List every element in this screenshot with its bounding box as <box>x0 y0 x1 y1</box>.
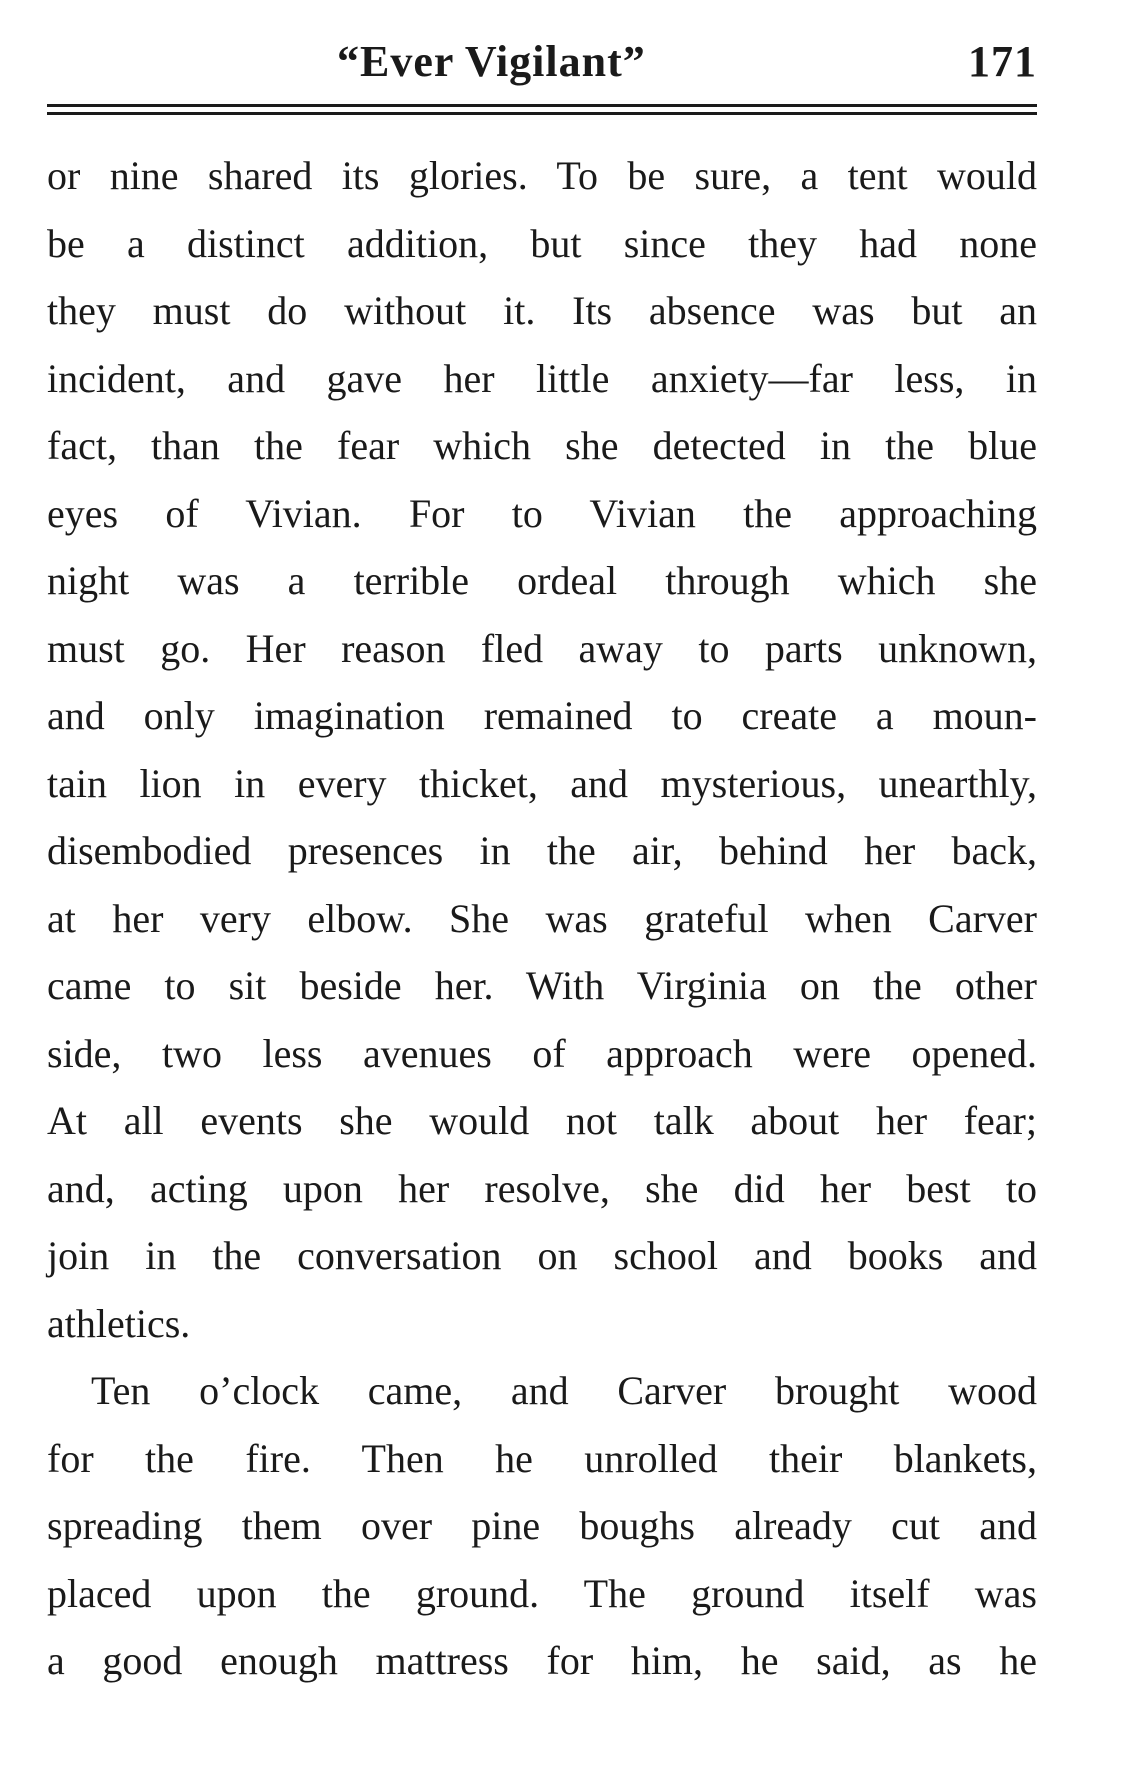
body-text <box>47 142 1037 1695</box>
text-line: and only imagination remained to create a moun- <box>47 693 1037 738</box>
text-line: incident, and gave her little anxiety—far less, in <box>47 355 1037 401</box>
running-title: “Ever Vigilant” <box>337 37 646 86</box>
text-line: a good enough mattress for him, he said, as he <box>47 1638 1037 1683</box>
paragraph-2 <box>47 1357 1037 1695</box>
text-line: tain lion in every thicket, and mysterious, unearthly, <box>47 760 1037 806</box>
text-line: fact, than the fear which she detected in the blue <box>47 423 1037 468</box>
text-line: or nine shared its glories. To be sure, a tent would <box>47 153 1037 198</box>
text-line: join in the conversation on school and books and <box>47 1233 1037 1278</box>
paragraph-1 <box>47 142 1037 1357</box>
text-line: be a distinct addition, but since they had none <box>47 220 1037 266</box>
text-line: for the fire. Then he unrolled their blankets, <box>47 1435 1037 1481</box>
header-rule-top <box>47 104 1037 107</box>
page-number: 171 <box>968 37 1037 86</box>
text-line: placed upon the ground. The ground itself was <box>47 1570 1037 1616</box>
text-line: night was a terrible ordeal through which she <box>47 558 1037 603</box>
text-line: came to sit beside her. With Virginia on the other <box>47 963 1037 1008</box>
text-line: must go. Her reason fled away to parts unknown, <box>47 625 1037 671</box>
header-rule-bottom <box>47 112 1037 115</box>
text-line: At all events she would not talk about her fear; <box>47 1098 1037 1143</box>
text-line: Ten o’clock came, and Carver brought wood <box>91 1368 1037 1413</box>
text-line: they must do without it. Its absence was but an <box>47 288 1037 333</box>
text-line: spreading them over pine boughs already cut and <box>47 1503 1037 1548</box>
page-header <box>47 28 1037 98</box>
header-double-rule <box>47 104 1037 118</box>
text-line: eyes of Vivian. For to Vivian the approaching <box>47 490 1037 536</box>
text-line: athletics. <box>47 1300 191 1346</box>
text-line: at her very elbow. She was grateful when Carver <box>47 895 1037 941</box>
text-line: side, two less avenues of approach were opened. <box>47 1030 1037 1076</box>
text-line: and, acting upon her resolve, she did her best to <box>47 1165 1037 1211</box>
text-line: disembodied presences in the air, behind her back, <box>47 828 1037 873</box>
